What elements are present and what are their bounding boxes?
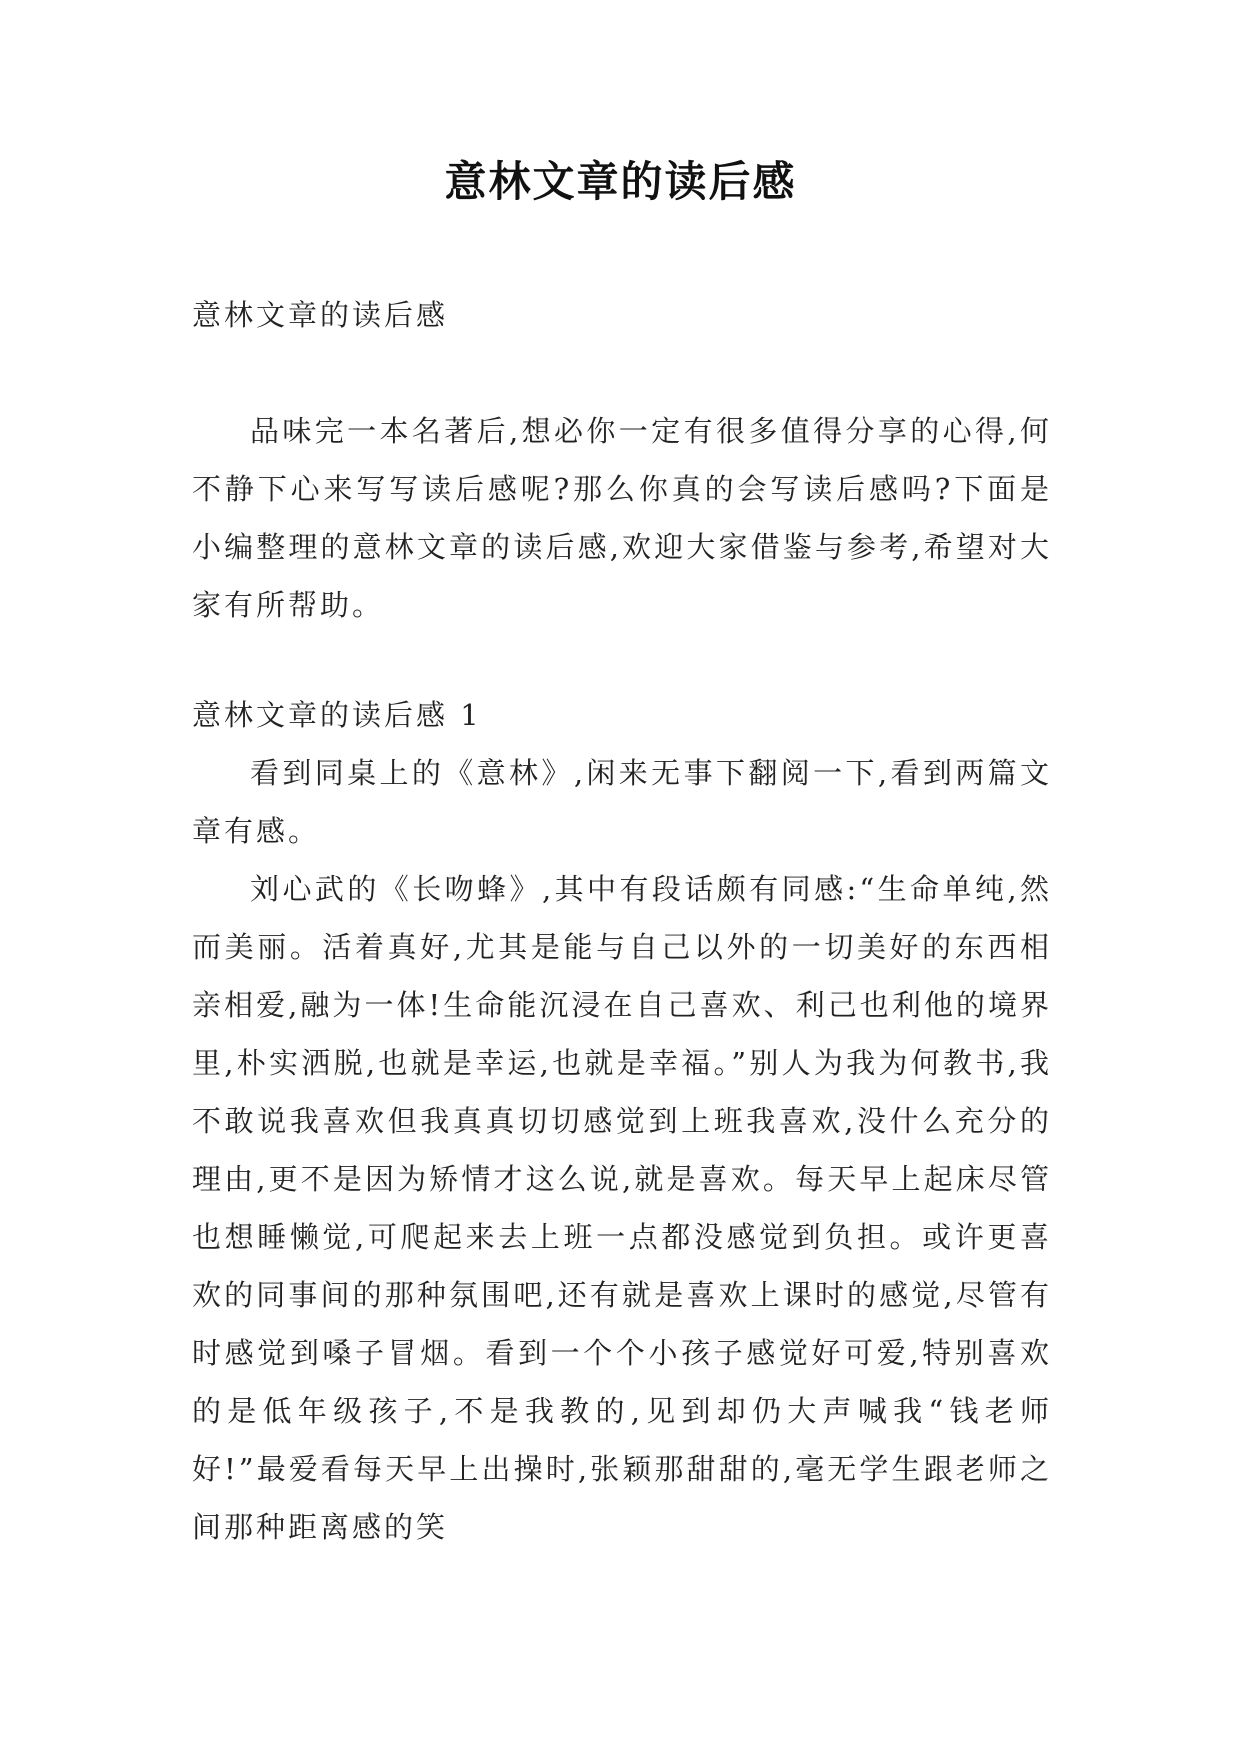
spacer <box>192 634 1052 686</box>
document-title: 意林文章的读后感 <box>444 157 797 206</box>
intro-paragraph: 品味完一本名著后,想必你一定有很多值得分享的心得,何不静下心来写写读后感呢?那么你真的会写读后感吗?下面是小编整理的意林文章的读后感,欢迎大家借鉴与参考,希望对大家有所帮助。 <box>192 414 1052 622</box>
body-paragraph: 刘心武的《长吻蜂》,其中有段话颇有同感:“生命单纯,然而美丽。活着真好,尤其是能与自己以外的一切美好的东西相亲相爱,融为一体!生命能沉浸在自己喜欢、利己也利他的境界里,朴实洒脱,也就是幸运,也就是幸福。”别人为我为何教书,我不敢说我喜欢但我真真切切感觉到上班我喜欢,没什么充分的理由,更不是因为矫情才这么说,就是喜欢。每天早上起床尽管也想睡懒觉,可爬起来去上班一点都没感觉到负担。或许更喜欢的同事间的那种氛围吧,还有就是喜欢上课时的感觉,尽管有时感觉到嗓子冒烟。看到一个个小孩子感觉好可爱,特别喜欢的是低年级孩子,不是我教的,见到却仍大声喊我“钱老师好!”最爱看每天早上出操时,张颖那甜甜的,毫无学生跟老师之间那种距离感的笑 <box>192 872 1052 1544</box>
body-paragraph: 看到同桌上的《意林》,闲来无事下翻阅一下,看到两篇文章有感。 <box>192 756 1052 848</box>
section-heading: 意林文章的读后感 1 <box>192 698 482 732</box>
document-body <box>192 286 1052 1556</box>
document-subtitle: 意林文章的读后感 <box>192 298 449 332</box>
spacer <box>192 344 1052 402</box>
